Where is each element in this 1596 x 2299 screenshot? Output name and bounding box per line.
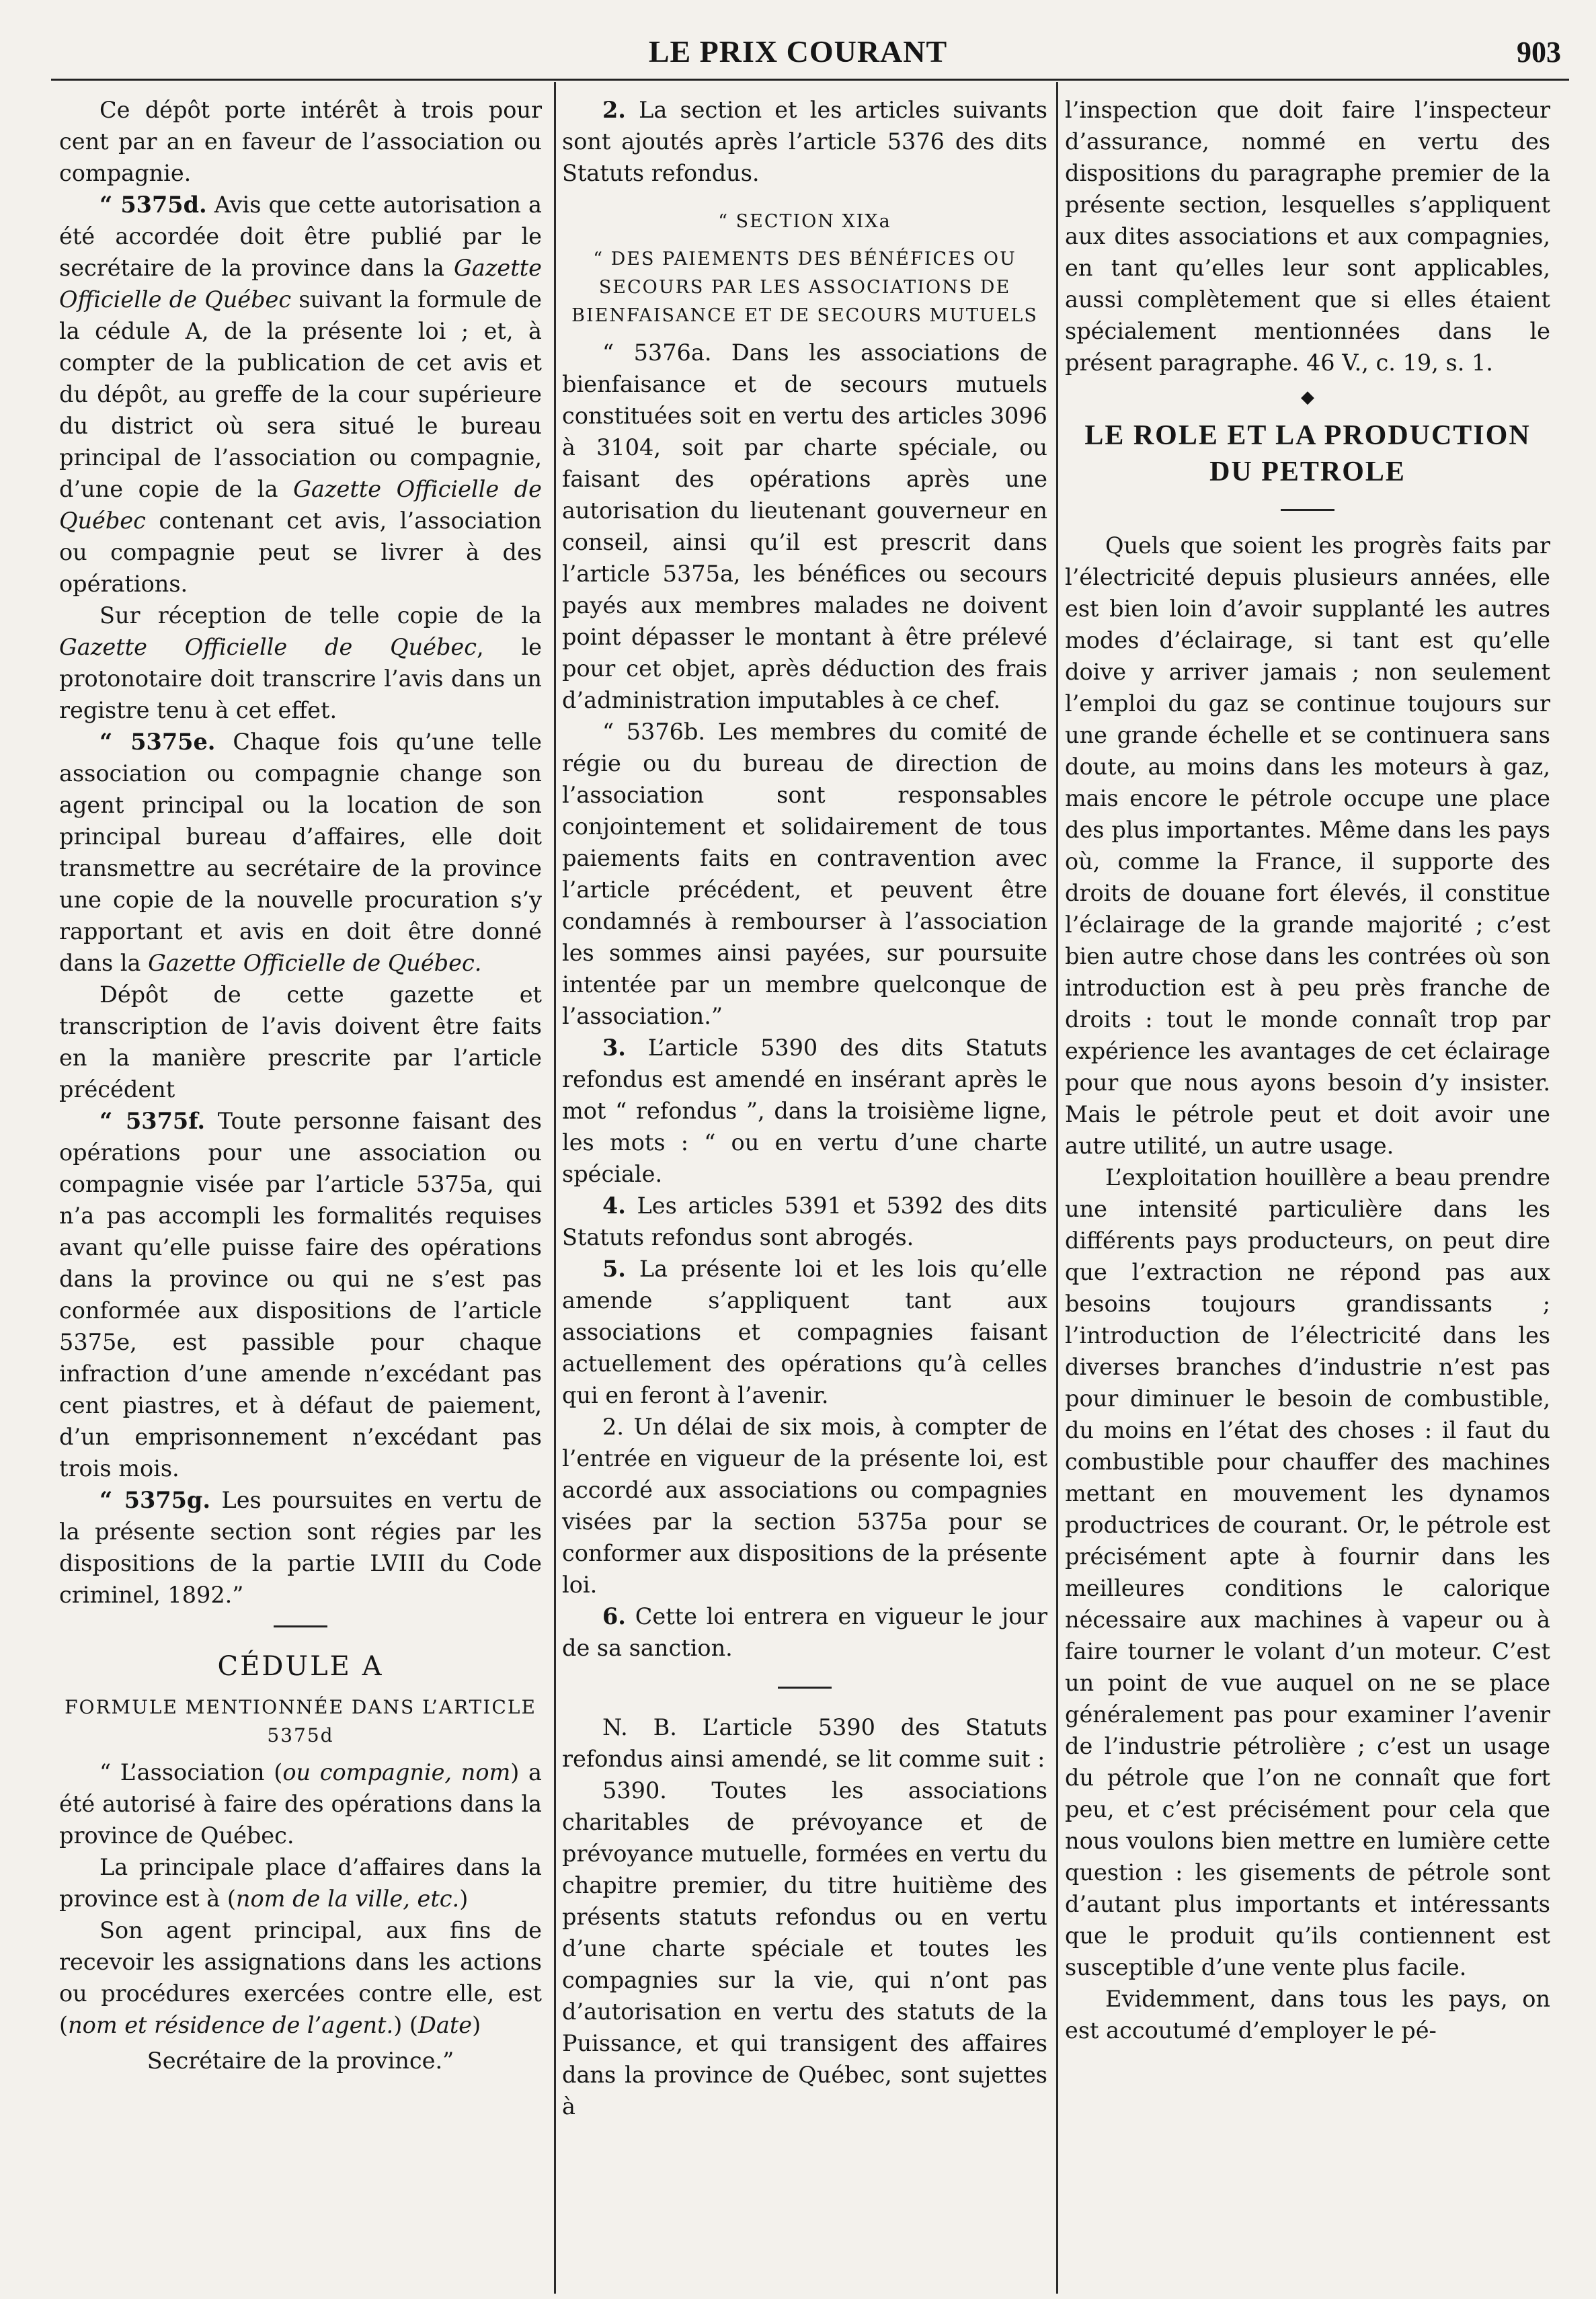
gazette-name: Gazette Officielle de Québec <box>59 255 542 313</box>
signature-line: Secrétaire de la province.” <box>147 2048 454 2074</box>
text: ) ( <box>393 2012 419 2038</box>
paragraph: Dépôt de cette gazette et transcription de l’avis doivent être faits en la manière prescrite par l’article précédent <box>59 981 542 1102</box>
text: Chaque fois qu’une telle association ou compagnie change son agent principal ou la location de son principal bureau d’affaires, elle doit transmettre au secrétaire de la province une copie de la nouvelle procuration s’y rapportant et avis en doit être donné dans la <box>59 729 542 976</box>
text: La section et les articles suivants sont ajoutés après l’article 5376 des dits Statuts refondus. <box>562 97 1047 186</box>
section-number: 5. <box>602 1256 626 1282</box>
paragraph: 2. Un délai de six mois, à compter de l’entrée en vigueur de la présente loi, est accordé aux associations ou compagnies visées par la section 5375a pour se conformer aux dispositions de la présente loi. <box>562 1414 1047 1598</box>
paragraph: L’exploitation houillère a beau prendre une intensité particulière dans les différents pays producteurs, on peut dire que l’extraction ne répond pas aux besoins toujours grandissants ; l’introduction de l’électricité dans les diverses branches d’industrie n’est pas pour diminuer le besoin de combustible, du moins en l’état des choses : il faut du combustible pour chauffer des machines mettant en mouvement les dynamos productrices de courant. Or, le pétrole est précisément apte à fournir dans les meilleures conditions le calorique nécessaire aux machines à vapeur ou à faire tourner le volant d’un moteur. C’est un point de vue auquel on ne se place généralement pas pour examiner l’avenir de l’industrie pétrolière ; c’est un usage du pétrole que l’on ne connaît que fort peu, et c’est précisément pour cela que nous voulons bien mettre en lumière cette question : les gisements de pétrole sont d’autant plus importants et intéressants que le produit qu’ils contiennent est susceptible d’une vente plus facile. <box>1065 1164 1550 1980</box>
paragraph <box>59 1757 542 1851</box>
placeholder-text: ou compagnie, nom <box>282 1759 511 1785</box>
text: Les articles 5391 et 5392 des dits Statuts refondus sont abrogés. <box>562 1193 1047 1250</box>
paragraph: l’inspection que doit faire l’inspecteur d’assurance, nommé en vertu des dispositions du paragraphe premier de la présente section, lesquelles s’appliquent aux dites associations et aux compagnies, en tant qu’elles leur sont applicables, aussi complètement que si elles étaient spécialement mentionnées dans le présent paragraphe. 46 V., c. 19, s. 1. <box>1065 97 1550 376</box>
paragraph <box>562 1601 1047 1664</box>
paragraph: Quels que soient les progrès faits par l’électricité depuis plusieurs années, elle est bien loin d’avoir supplanté les autres modes d’éclairage, si tant est qu’elle doive y arriver jamais ; non seulement l’emploi du gaz se continue toujours sur une grande échelle et se continuera sans doute, au moins dans les moteurs à gaz, mais encore le pétrole occupe une place des plus importantes. Même dans les pays où, comme la France, il supporte des droits de douane fort élevés, il constitue l’éclairage de la grande majorité ; c’est bien autre chose dans les contrées où son introduction est à peu près franche de droits : tout le monde connaît trop par expérience les avantages de cet éclairage pour que nous ayons besoin d’y insister. Mais le pétrole peut et doit avoir une autre utilité, un autre usage. <box>1065 532 1550 1159</box>
section-subheading: “ DES PAIEMENTS DES BÉNÉFICES OU SECOURS PAR LES ASSOCIATIONS DE BIENFAISANCE ET DE SECOURS MUTUELS <box>571 249 1038 326</box>
paragraph <box>59 189 542 600</box>
section-number: 6. <box>602 1603 626 1629</box>
text: Toute personne faisant des opérations pour une association ou compagnie visée par l’article 5375a, qui n’a pas accompli les formalités requises avant qu’elle puisse faire des opérations dans la province ou qui ne s’est pas conformée aux dispositions de l’article 5375e, est passible pour chaque infraction d’une amende n’excédant pas cent piastres, et à défaut de paiement, d’un emprisonnement n’excédant pas trois mois. <box>59 1108 542 1482</box>
paragraph <box>562 1253 1047 1411</box>
article-number: “ 5376a. <box>602 339 712 366</box>
page-header <box>0 0 1596 87</box>
cedule-subtitle: FORMULE MENTIONNÉE DANS L’ARTICLE 5375d <box>65 1696 536 1746</box>
article-title: LE ROLE ET LA PRODUCTION DU PETROLE <box>1084 420 1531 487</box>
column-divider-2 <box>1056 82 1058 2294</box>
text: Sur réception de telle copie de la <box>99 602 542 629</box>
paragraph <box>562 1032 1047 1190</box>
text: La présente loi et les lois qu’elle amende s’appliquent tant aux associations et compagnies faisant actuellement des opérations qu’à celles qui en feront à l’avenir. <box>562 1256 1047 1408</box>
title-divider <box>1281 509 1334 511</box>
gazette-name: Gazette Officielle de Québec. <box>148 950 482 976</box>
article-number: “ 5375e. <box>99 729 216 755</box>
paragraph <box>59 1484 542 1611</box>
text: L’article 5390 des dits Statuts refondus est amendé en insérant après le mot “ refondus ”, dans la troisième ligne, les mots : “ ou en vertu d’une charte spéciale. <box>562 1035 1047 1187</box>
gazette-name: Gazette Officielle de Québec <box>59 476 542 534</box>
column-2 <box>562 94 1047 2122</box>
text: Avis que cette autorisation a été accordée doit être publié par le secrétaire de la province dans la <box>59 192 542 281</box>
section-divider <box>274 1625 327 1627</box>
article-number: “ 5376b. <box>602 719 706 745</box>
paragraph <box>562 337 1047 716</box>
section-number: 2. <box>602 97 626 123</box>
section-divider <box>778 1687 832 1689</box>
section-heading: “ SECTION XIXa <box>718 211 891 232</box>
paragraph <box>59 1851 542 1914</box>
placeholder-text: nom de la ville, etc. <box>235 1886 460 1912</box>
column-1 <box>59 94 542 2076</box>
paragraph: Ce dépôt porte intérêt à trois pour cent par an en faveur de l’association ou compagnie. <box>59 97 542 186</box>
text: ) <box>472 2012 481 2038</box>
placeholder-text: Date <box>418 2012 473 2038</box>
placeholder-text: nom et résidence de l’agent. <box>68 2012 394 2038</box>
text: contenant cet avis, l’association ou compagnie peut se livrer à des opérations. <box>59 508 542 597</box>
paragraph <box>562 94 1047 189</box>
text: Dans les associations de bienfaisance et de secours mutuels constituées soit en vertu des articles 3096 à 3104, soit par charte spéciale, ou faisant des opérations après une autorisation du lieutenant gouverneur en conseil, ainsi qu’il est prescrit dans l’article 5375a, les bénéfices ou secours payés aux membres malades ne doivent point dépasser le montant à être prélevé pour cet objet, après déduction des frais d’administration imputables à ce chef. <box>562 339 1047 713</box>
column-3 <box>1065 94 1550 2046</box>
article-number: “ 5375f. <box>99 1108 206 1134</box>
article-number: “ 5375g. <box>99 1487 211 1513</box>
page-title: LE PRIX COURANT <box>648 34 948 69</box>
paragraph <box>59 726 542 979</box>
paragraph <box>562 716 1047 1032</box>
paragraph <box>59 1105 542 1484</box>
text: Cette loi entrera en vigueur le jour de sa sanction. <box>562 1603 1047 1661</box>
text: suivant la formule de la cédule A, de la présente loi ; et, à compter de la publication de cet avis et du dépôt, au greffe de la cour supérieure du district où sera situé le bureau principal de l’association ou compagnie, d’une copie de la <box>59 286 542 502</box>
article-number: “ 5375d. <box>99 192 207 218</box>
text: Les membres du comité de régie ou du bureau de direction de l’association sont responsables conjointement et solidairement de tous paiements faits en contravention avec l’article précédent, et peuvent être condamnés à rembourser à l’association les sommes ainsi payées, sur poursuite intentée par un membre quelconque de l’association.” <box>562 719 1048 1029</box>
text: ) <box>459 1886 469 1912</box>
section-number: 4. <box>602 1193 626 1219</box>
section-number: 3. <box>602 1035 626 1061</box>
text: Son agent principal, aux fins de recevoir les assignations dans les actions ou procédures exercées contre elle, est ( <box>59 1917 542 2038</box>
paragraph: 5390. Toutes les associations charitables de prévoyance et de prévoyance mutuelle, formées en vertu du chapitre premier, du titre huitième des présents statuts refondus ou en vertu d’une charte spéciale et toutes les compagnies sur la vie, qui n’ont pas d’autorisation en vertu des statuts de la Puissance, et qui transigent des affaires dans la province de Québec, sont sujettes à <box>562 1777 1047 2120</box>
diamond-ornament-icon: ◆ <box>1301 387 1314 407</box>
gazette-name: Gazette Officielle de Québec <box>59 634 477 660</box>
text: “ L’association ( <box>99 1759 283 1785</box>
column-divider-1 <box>554 82 556 2294</box>
paragraph: N. B. L’article 5390 des Statuts refondus ainsi amendé, se lit comme suit : <box>562 1714 1047 1772</box>
text: ) a été autorisé à faire des opérations dans la province de Québec. <box>59 1759 543 1849</box>
text: La principale place d’affaires dans la province est à ( <box>59 1854 542 1912</box>
paragraph <box>59 600 542 726</box>
header-rule <box>51 79 1569 81</box>
paragraph <box>562 1190 1047 1253</box>
text: , le protonotaire doit transcrire l’avis dans un registre tenu à cet effet. <box>59 634 542 723</box>
page-number: 903 <box>1517 36 1561 69</box>
paragraph: Evidemment, dans tous les pays, on est accoutumé d’employer le pé- <box>1065 1986 1550 2044</box>
cedule-title: CÉDULE A <box>217 1651 384 1682</box>
paragraph <box>59 1914 542 2041</box>
text: Les poursuites en vertu de la présente section sont régies par les dispositions de la partie LVIII du Code criminel, 1892.” <box>59 1487 542 1608</box>
